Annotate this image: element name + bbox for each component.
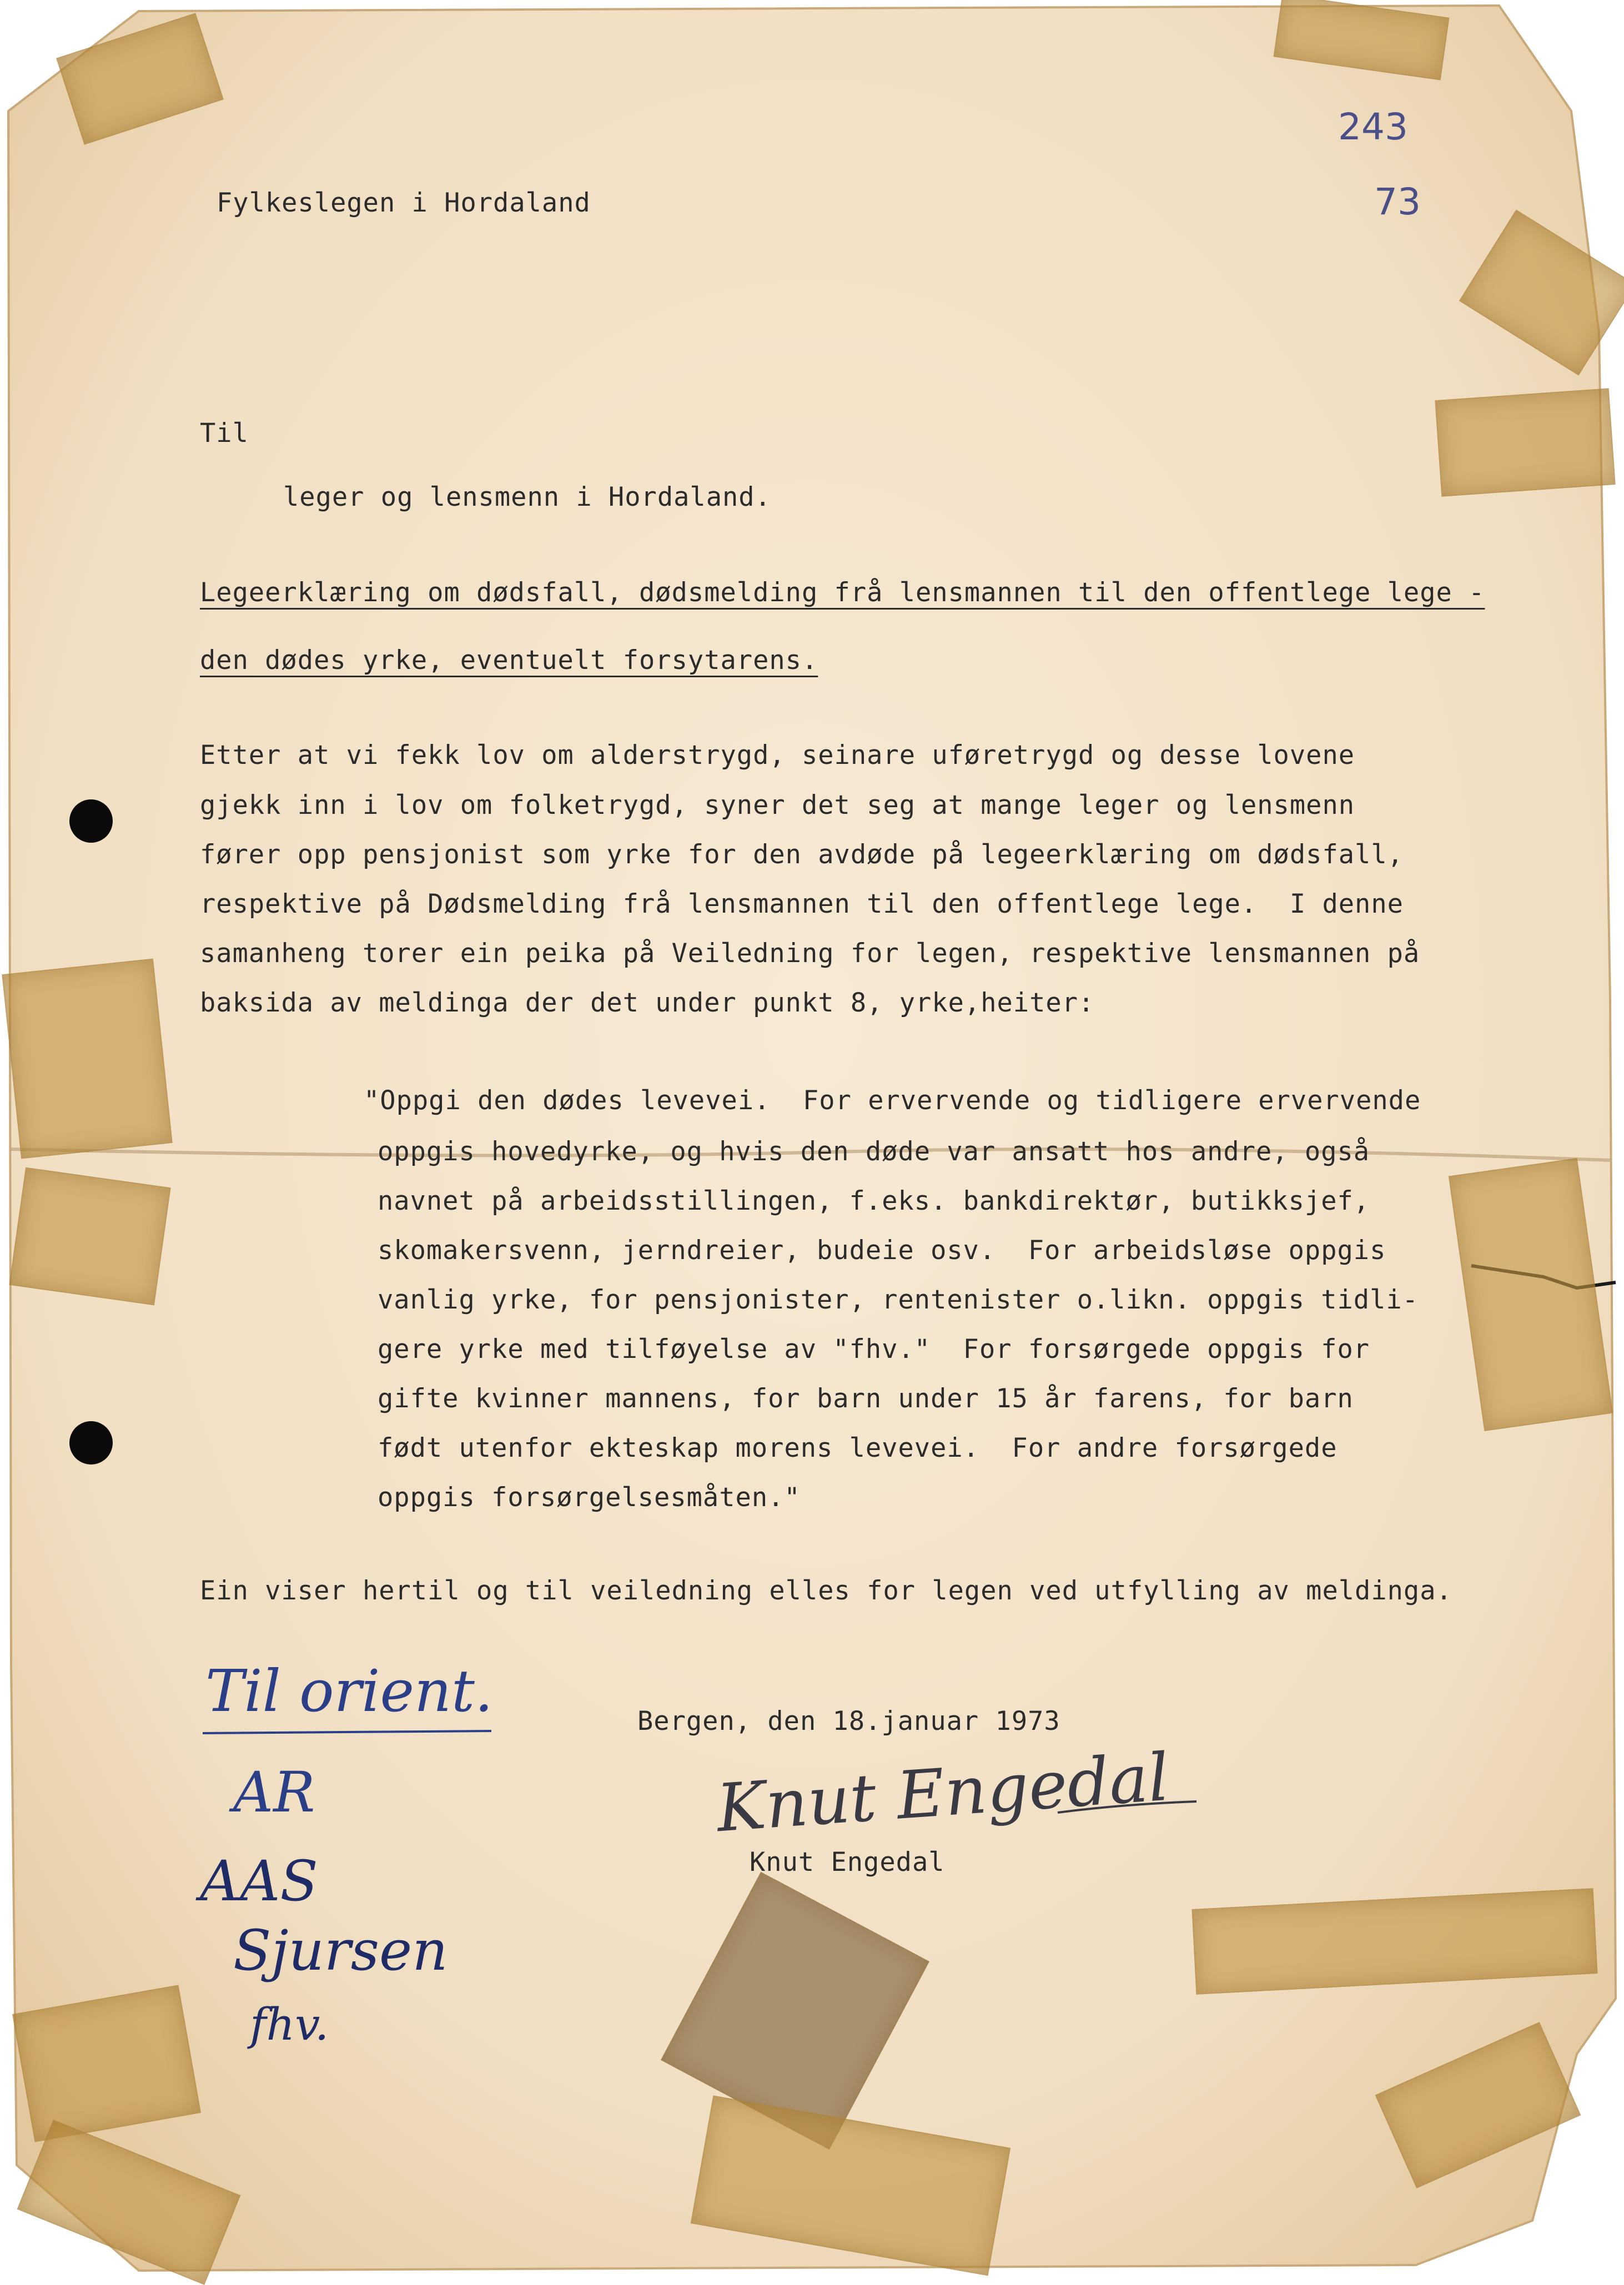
- signature-flourish: [1055, 1788, 1199, 1821]
- punch-hole: [69, 799, 113, 843]
- quote-line: vanlig yrke, for pensjonister, rentenister o.likn. oppgis tidli-: [378, 1285, 1419, 1315]
- handwritten-abbr: fhv.: [250, 1999, 329, 2050]
- tape-strip: [1435, 388, 1615, 496]
- handwritten-name: Sjursen: [233, 1918, 448, 1983]
- body-line: respektive på Dødsmelding frå lensmannen til den offentlege lege. I denne: [200, 889, 1404, 919]
- recipient-to-label: Til: [200, 418, 249, 449]
- handwritten-initials-2: AAS: [200, 1849, 318, 1914]
- closing-sentence: Ein viser hertil og til veiledning elles for legen ved utfylling av meldinga.: [200, 1576, 1452, 1606]
- punch-hole: [69, 1421, 113, 1464]
- page-number-line2: 73: [1374, 180, 1421, 223]
- signatory-name: Knut Engedal: [750, 1847, 945, 1878]
- recipient-addressees: leger og lensmenn i Hordaland.: [283, 482, 771, 512]
- quote-line: "Oppgi den dødes levevei. For ervervende og tidligere ervervende: [364, 1085, 1421, 1116]
- handwritten-note-til-orient: Til orient.: [205, 1657, 493, 1725]
- dateline: Bergen, den 18.januar 1973: [637, 1706, 1060, 1737]
- subject-line-2: den dødes yrke, eventuelt forsytarens.: [200, 645, 818, 676]
- handwritten-initials-1: AR: [233, 1760, 315, 1825]
- body-line: fører opp pensjonist som yrke for den avdøde på legeerklæring om dødsfall,: [200, 839, 1404, 870]
- quote-line: skomakersvenn, jerndreier, budeie osv. For arbeidsløse oppgis: [378, 1235, 1386, 1266]
- body-line: Etter at vi fekk lov om alderstrygd, seinare uføretrygd og desse lovene: [200, 740, 1355, 771]
- subject-line-1: Legeerklæring om dødsfall, dødsmelding frå lensmannen til den offentlege lege -: [200, 577, 1485, 608]
- sender: Fylkeslegen i Hordaland: [217, 188, 591, 218]
- quote-line: oppgis hovedyrke, og hvis den døde var ansatt hos andre, også: [378, 1136, 1370, 1167]
- signature: Knut Engedal: [714, 1738, 1172, 1847]
- note-underline: [200, 1727, 494, 1738]
- quote-line: navnet på arbeidsstillingen, f.eks. bankdirektør, butikksjef,: [378, 1186, 1370, 1216]
- body-line: baksida av meldinga der det under punkt 8, yrke,heiter:: [200, 988, 1095, 1018]
- body-line: samanheng torer ein peika på Veiledning for legen, respektive lensmannen på: [200, 938, 1420, 969]
- tape-strip: [2, 959, 172, 1159]
- page-number-line1: 243: [1338, 105, 1408, 148]
- tape-strip: [9, 1167, 170, 1306]
- body-line: gjekk inn i lov om folketrygd, syner det seg at mange leger og lensmenn: [200, 790, 1355, 821]
- quote-line: oppgis forsørgelsesmåten.": [378, 1482, 801, 1513]
- quote-line: født utenfor ekteskap morens levevei. For andre forsørgede: [378, 1433, 1338, 1463]
- quote-line: gifte kvinner mannens, for barn under 15 år farens, for barn: [378, 1383, 1354, 1414]
- quote-line: gere yrke med tilføyelse av "fhv." For forsørgede oppgis for: [378, 1334, 1370, 1365]
